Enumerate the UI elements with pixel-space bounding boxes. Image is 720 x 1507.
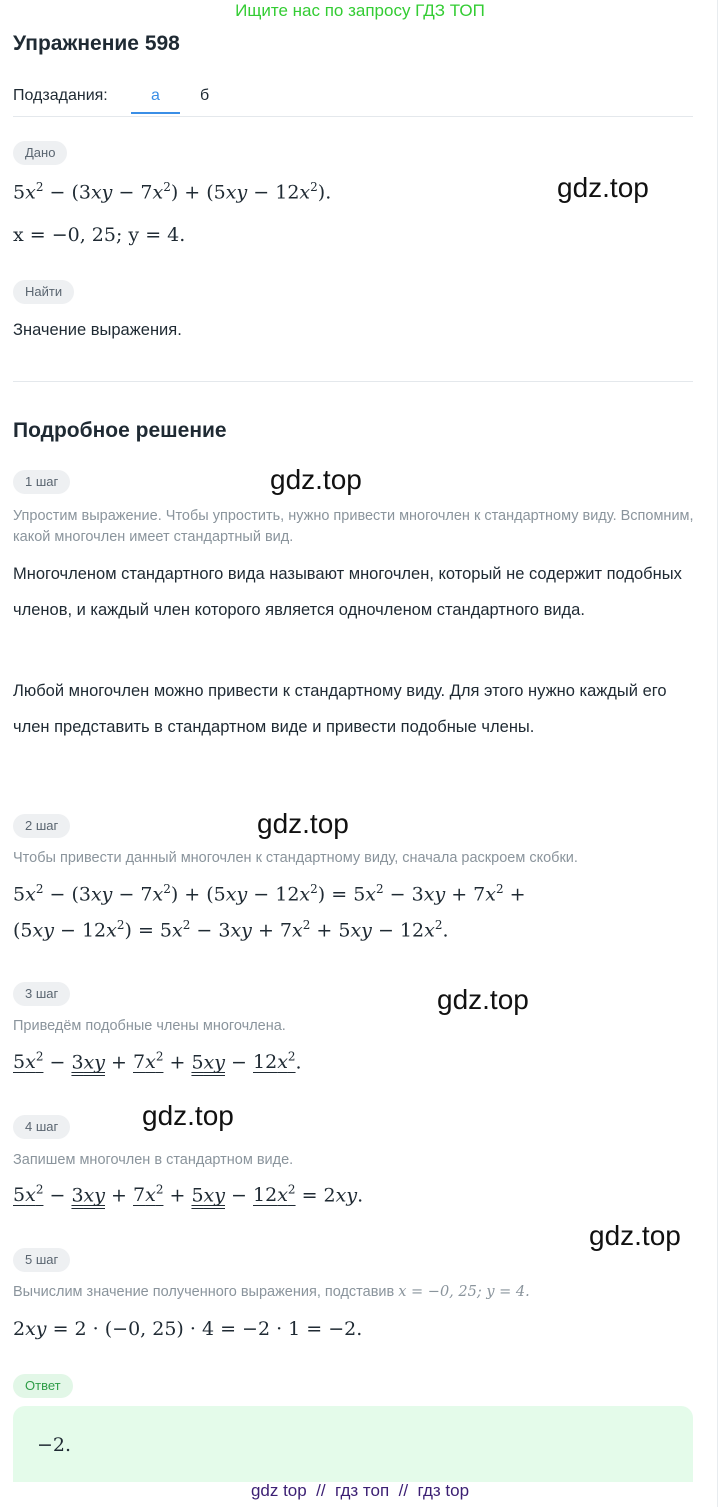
page-edge-divider (717, 0, 718, 1507)
step-3-hint: Приведём подобные члены многочлена. (13, 1018, 286, 1034)
find-badge: Найти (13, 280, 74, 304)
step-3-like-terms: $5x^2 - 3xy + 7x^2 + 5xy - 12x^2$. (13, 1050, 302, 1074)
watermark: gdz.top (142, 1100, 234, 1131)
step-4-badge: 4 шаг (13, 1115, 70, 1139)
step-1-definition: Многочленом стандартного вида называют многочлен, который не содержит подобных членов, и каждый член которого является одночленом стандартного вида. (13, 565, 682, 619)
search-banner[interactable]: Ищите нас по запросу ГДЗ ТОП (235, 1, 485, 20)
step-4-hint: Запишем многочлен в стандартном виде. (13, 1152, 294, 1168)
section-divider (13, 381, 693, 382)
watermark: gdz.top (257, 808, 349, 839)
watermark: gdz.top (270, 464, 362, 495)
step-2-expansion-line2: $(5xy - 12x^2) = 5x^2 - 3xy + 7x^2 + 5xy - 12x^2$. (13, 918, 449, 942)
step-1-hint: Упростим выражение. Чтобы упростить, нужно привести многочлен к стандартному виду. Вспомним, какой многочлен имеет стандартный вид. (13, 508, 694, 545)
page-title: Упражнение 598 (13, 32, 180, 55)
subtasks-bar (13, 84, 693, 117)
footer-links[interactable]: gdz top // гдз топ // гдз top (250, 1481, 470, 1500)
step-2-badge: 2 шаг (13, 814, 70, 838)
step-2-expansion-line1: $5x^2 - (3xy - 7x^2) + (5xy - 12x^2) = 5x^2 - 3xy + 7x^2$ + (13, 882, 526, 906)
step-5-hint-text: Вычислим значение полученного выражения, подставив (13, 1284, 395, 1300)
watermark: gdz.top (557, 172, 649, 203)
step-3-badge: 3 шаг (13, 982, 70, 1006)
step-5-hint (13, 1282, 703, 1303)
find-text: Значение выражения. (13, 321, 182, 339)
given-values: x = −0, 25; y = 4. (13, 224, 186, 246)
step-2-hint: Чтобы привести данный многочлен к стандартному виду, сначала раскроем скобки. (13, 850, 578, 866)
answer-box (13, 1406, 693, 1482)
watermark: gdz.top (589, 1220, 681, 1251)
solution-title: Подробное решение (13, 419, 227, 442)
answer-badge: Ответ (13, 1374, 73, 1398)
subtasks-label: Подзадания: (13, 87, 108, 104)
step-1-rule: Любой многочлен можно привести к стандартному виду. Для этого нужно каждый его член представить в стандартном виде и привести подобные члены. (13, 682, 667, 736)
step-4-standard-form: $5x^2 - 3xy + 7x^2 + 5xy - 12x^2 = 2xy$. (13, 1183, 364, 1207)
given-expression: $5x^2 - (3xy - 7x^2) + (5xy - 12x^2)$. (13, 180, 332, 204)
given-badge: Дано (13, 141, 67, 165)
subtask-tab-b[interactable]: б (200, 87, 210, 104)
subtask-tab-a[interactable]: а (151, 87, 160, 104)
watermark: gdz.top (437, 984, 529, 1015)
step-5-calculation: 2xy = 2 · (−0, 25) · 4 = −2 · 1 = −2. (13, 1318, 363, 1340)
step-1-badge: 1 шаг (13, 470, 70, 494)
given-expression-tail: . (325, 181, 332, 204)
step-5-hint-math: x = −0, 25; y = 4. (398, 1284, 530, 1300)
step-5-badge: 5 шаг (13, 1248, 70, 1272)
answer-value: −2. (37, 1434, 72, 1456)
